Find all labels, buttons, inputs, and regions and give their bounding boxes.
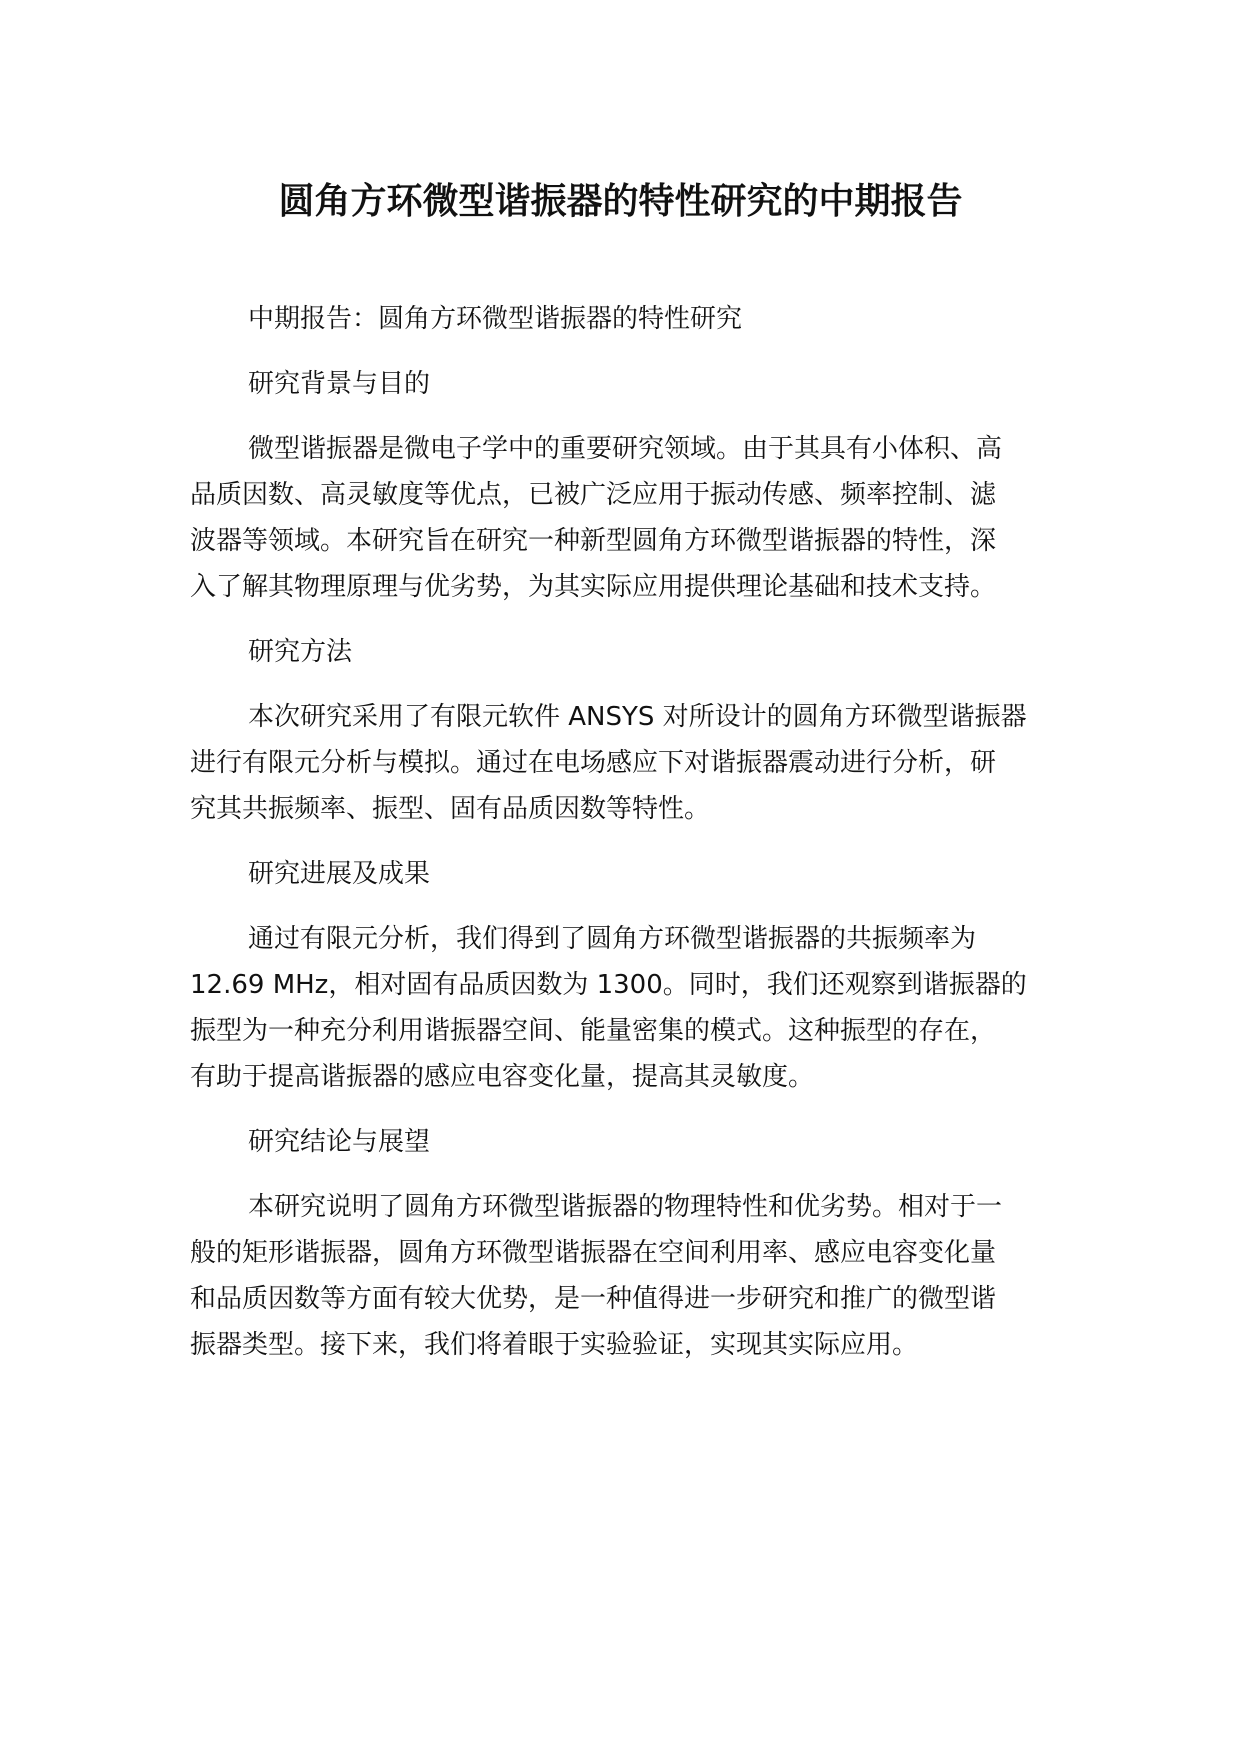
paragraph-line: 12.69 MHz，相对固有品质因数为 1300。同时，我们还观察到谐振器的 — [190, 970, 1027, 1000]
paragraph-line: 振器类型。接下来，我们将着眼于实验验证，实现其实际应用。 — [190, 1330, 919, 1360]
paragraph-line: 有助于提高谐振器的感应电容变化量，提高其灵敏度。 — [190, 1062, 815, 1092]
section-heading-method: 研究方法 — [248, 637, 353, 667]
report-subtitle: 中期报告：圆角方环微型谐振器的特性研究 — [248, 304, 743, 334]
paragraph-line: 究其共振频率、振型、固有品质因数等特性。 — [190, 794, 711, 824]
paragraph-line: 般的矩形谐振器，圆角方环微型谐振器在空间利用率、感应电容变化量 — [190, 1238, 997, 1268]
document-body — [190, 296, 1060, 1368]
paragraph-line: 微型谐振器是微电子学中的重要研究领域。由于其具有小体积、高 — [248, 434, 1003, 464]
paragraph-line: 波器等领域。本研究旨在研究一种新型圆角方环微型谐振器的特性，深 — [190, 526, 997, 556]
paragraph-line: 通过有限元分析，我们得到了圆角方环微型谐振器的共振频率为 — [248, 924, 977, 954]
paragraph-conclusion — [190, 1184, 1060, 1368]
paragraph-line: 入了解其物理原理与优劣势，为其实际应用提供理论基础和技术支持。 — [190, 572, 997, 602]
paragraph-progress — [190, 916, 1060, 1100]
paragraph-line: 本次研究采用了有限元软件 ANSYS 对所设计的圆角方环微型谐振器 — [248, 702, 1027, 732]
paragraph-line: 品质因数、高灵敏度等优点，已被广泛应用于振动传感、频率控制、滤 — [190, 480, 997, 510]
section-heading-progress: 研究进展及成果 — [248, 859, 431, 889]
section-heading-conclusion: 研究结论与展望 — [248, 1127, 431, 1157]
paragraph-line: 本研究说明了圆角方环微型谐振器的物理特性和优劣势。相对于一 — [248, 1192, 1003, 1222]
paragraph-line: 和品质因数等方面有较大优势，是一种值得进一步研究和推广的微型谐 — [190, 1284, 997, 1314]
section-heading-background: 研究背景与目的 — [248, 369, 431, 399]
document-title: 圆角方环微型谐振器的特性研究的中期报告 — [278, 181, 963, 222]
paragraph-method — [190, 694, 1060, 832]
paragraph-background — [190, 426, 1060, 610]
paragraph-line: 振型为一种充分利用谐振器空间、能量密集的模式。这种振型的存在， — [190, 1016, 997, 1046]
paragraph-line: 进行有限元分析与模拟。通过在电场感应下对谐振器震动进行分析，研 — [190, 748, 997, 778]
